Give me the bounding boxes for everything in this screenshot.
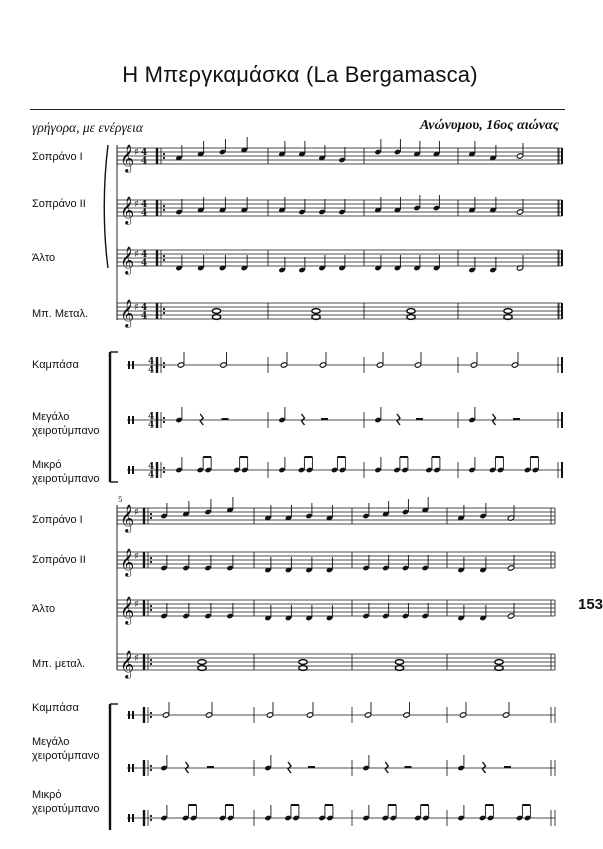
time-signature-numerator: 4 <box>148 412 155 422</box>
repeat-dot <box>163 471 165 473</box>
key-signature-sharp: ♯ <box>134 147 139 158</box>
repeat-dot <box>163 312 165 314</box>
time-signature-numerator: 4 <box>141 250 148 260</box>
instrument-label-soprano-1: Σοπράνο Ι <box>32 514 83 526</box>
repeat-dot <box>150 557 152 559</box>
repeat-dot <box>163 366 165 368</box>
page-number: 153 <box>578 596 603 613</box>
quarter-rest <box>493 414 496 425</box>
quarter-rest <box>302 414 305 425</box>
key-signature-sharp: ♯ <box>134 653 139 664</box>
repeat-dot <box>163 255 165 257</box>
treble-clef: 𝄞 <box>120 196 135 224</box>
treble-clef: 𝄞 <box>120 650 135 678</box>
treble-clef: 𝄞 <box>120 299 135 327</box>
key-signature-sharp: ♯ <box>134 507 139 518</box>
repeat-dot <box>163 259 165 261</box>
system-brace <box>104 145 108 268</box>
treble-clef: 𝄞 <box>120 548 135 576</box>
repeat-dot <box>163 417 165 419</box>
repeat-dot <box>150 561 152 563</box>
whole-note <box>212 315 220 320</box>
repeat-dot <box>163 308 165 310</box>
time-signature-numerator: 4 <box>141 148 148 158</box>
key-signature-sharp: ♯ <box>134 599 139 610</box>
whole-note <box>504 309 512 314</box>
repeat-dot <box>150 819 152 821</box>
repeat-dot <box>163 362 165 364</box>
time-signature-denominator: 4 <box>141 258 148 269</box>
repeat-dot <box>150 663 152 665</box>
time-signature-denominator: 4 <box>141 311 148 322</box>
repeat-dot <box>163 467 165 469</box>
key-signature-sharp: ♯ <box>134 302 139 313</box>
half-rest <box>504 766 511 768</box>
whole-note <box>495 666 503 671</box>
whole-note <box>395 666 403 671</box>
repeat-dot <box>150 659 152 661</box>
treble-clef: 𝄞 <box>120 504 135 532</box>
whole-note <box>312 309 320 314</box>
time-signature-denominator: 4 <box>148 420 155 431</box>
instrument-label-bass-metallophone: Μπ. μεταλ. <box>32 658 86 670</box>
half-rest <box>207 766 214 768</box>
repeat-dot <box>150 517 152 519</box>
time-signature-denominator: 4 <box>141 156 148 167</box>
instrument-label-small-hand-drum: Μικρό χειροτύμπανο <box>32 789 100 815</box>
whole-note <box>407 309 415 314</box>
repeat-dot <box>163 205 165 207</box>
instrument-label-small-hand-drum: Μικρό χειροτύμπανο <box>32 459 100 485</box>
quarter-rest <box>385 762 388 773</box>
half-rest <box>405 766 412 768</box>
half-rest <box>222 418 229 420</box>
repeat-dot <box>150 769 152 771</box>
repeat-dot <box>163 209 165 211</box>
instrument-label-alto: Άλτο <box>32 603 56 615</box>
whole-note <box>299 660 307 665</box>
half-rest <box>513 418 520 420</box>
instrument-label-cabasa: Καμπάσα <box>32 702 79 714</box>
time-signature-numerator: 4 <box>141 303 148 313</box>
repeat-dot <box>163 421 165 423</box>
whole-note <box>495 660 503 665</box>
half-rest <box>416 418 423 420</box>
quarter-rest <box>397 414 400 425</box>
instrument-label-bass-metallophone: Μπ. Μεταλ. <box>32 308 89 320</box>
time-signature-numerator: 4 <box>141 200 148 210</box>
time-signature-denominator: 4 <box>141 208 148 219</box>
time-signature-numerator: 4 <box>148 462 155 472</box>
tempo-marking: γρήγορα, με ενέργεια <box>32 120 143 135</box>
whole-note <box>299 666 307 671</box>
time-signature-denominator: 4 <box>148 365 155 376</box>
instrument-label-large-hand-drum: Μεγάλο χειροτύμπανο <box>32 736 100 762</box>
whole-note <box>198 666 206 671</box>
instrument-label-soprano-1: Σοπράνο Ι <box>32 151 83 163</box>
half-rest <box>321 418 328 420</box>
half-rest <box>308 766 315 768</box>
instrument-label-soprano-2: Σοπράνο ΙΙ <box>32 554 86 566</box>
whole-note <box>312 315 320 320</box>
whole-note <box>212 309 220 314</box>
repeat-dot <box>150 609 152 611</box>
key-signature-sharp: ♯ <box>134 551 139 562</box>
repeat-dot <box>150 605 152 607</box>
quarter-rest <box>288 762 291 773</box>
repeat-dot <box>150 765 152 767</box>
instrument-label-cabasa: Καμπάσα <box>32 359 79 371</box>
treble-clef: 𝄞 <box>120 246 135 274</box>
repeat-dot <box>150 712 152 714</box>
quarter-rest <box>200 414 203 425</box>
whole-note <box>198 660 206 665</box>
repeat-dot <box>150 513 152 515</box>
treble-clef: 𝄞 <box>120 144 135 172</box>
time-signature-numerator: 4 <box>148 357 155 367</box>
quarter-rest <box>483 762 486 773</box>
whole-note <box>395 660 403 665</box>
instrument-label-soprano-2: Σοπράνο ΙΙ <box>32 198 86 210</box>
repeat-dot <box>150 716 152 718</box>
repeat-dot <box>150 815 152 817</box>
repeat-dot <box>163 153 165 155</box>
treble-clef: 𝄞 <box>120 596 135 624</box>
instrument-label-large-hand-drum: Μεγάλο χειροτύμπανο <box>32 411 100 437</box>
key-signature-sharp: ♯ <box>134 199 139 210</box>
time-signature-denominator: 4 <box>148 470 155 481</box>
measure-number: 5 <box>118 496 123 504</box>
repeat-dot <box>163 157 165 159</box>
quarter-rest <box>186 762 189 773</box>
page-title: Η Μπεργκαμάσκα (La Bergamasca) <box>122 62 478 87</box>
key-signature-sharp: ♯ <box>134 249 139 260</box>
composer-credit: Ανώνυμου, 16ος αιώνας <box>419 118 559 133</box>
instrument-label-alto: Άλτο <box>32 252 56 264</box>
whole-note <box>407 315 415 320</box>
whole-note <box>504 315 512 320</box>
